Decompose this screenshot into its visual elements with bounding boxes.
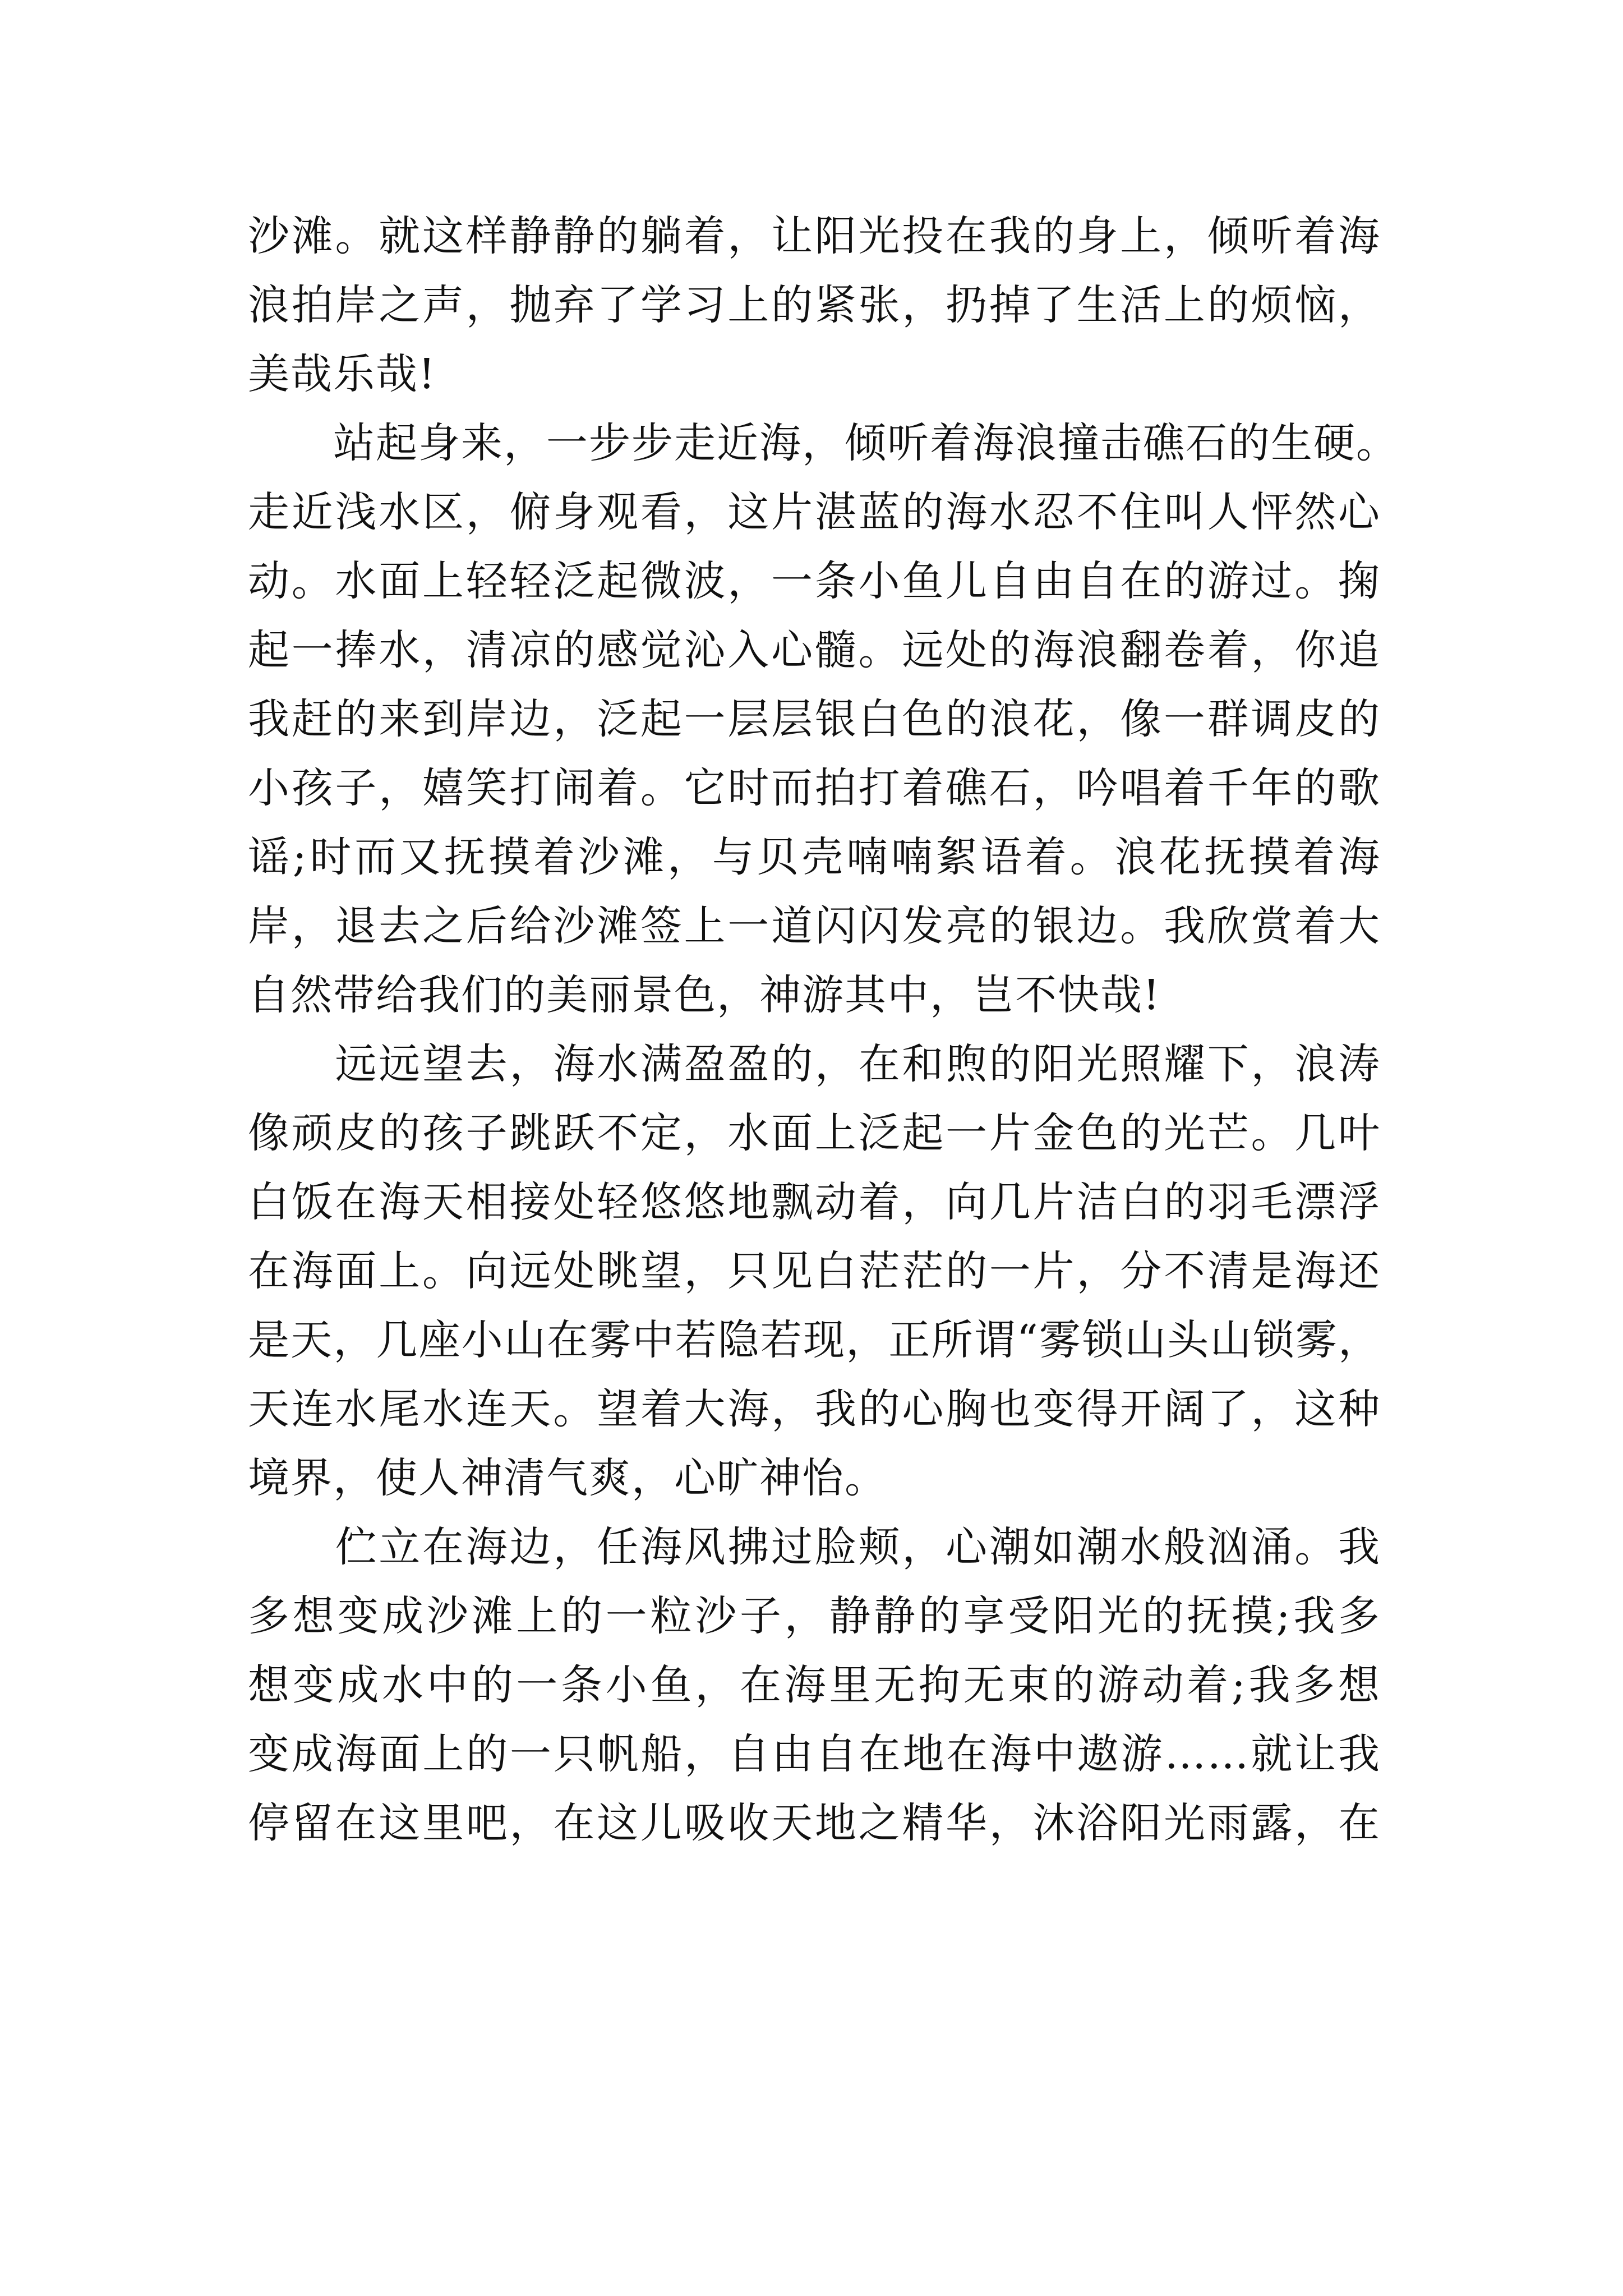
paragraph-4 [248, 1513, 1381, 1858]
text-line: 浪拍岸之声，抛弃了学习上的紧张，扔掉了生活上的烦恼， [248, 281, 1381, 329]
text-line: 远远望去，海水满盈盈的，在和煦的阳光照耀下，浪涛 [248, 1040, 1381, 1088]
text-line: 小孩子，嬉笑打闹着。它时而拍打着礁石，吟唱着千年的歌 [248, 764, 1381, 812]
text-line: 伫立在海边，任海风拂过脸颊，心潮如潮水般汹涌。我 [248, 1523, 1381, 1571]
text-line: 沙滩。就这样静静的躺着，让阳光投在我的身上，倾听着海 [248, 212, 1381, 260]
text-line: 美哉乐哉! [248, 350, 436, 398]
text-line: 天连水尾水连天。望着大海，我的心胸也变得开阔了，这种 [248, 1385, 1381, 1433]
text-line: 走近浅水区，俯身观看，这片湛蓝的海水忍不住叫人怦然心 [248, 488, 1381, 536]
text-line: 变成海面上的一只帆船，自由自在地在海中遨游……就让我 [248, 1730, 1381, 1778]
paragraph-3 [248, 1030, 1381, 1513]
paragraph-2 [248, 409, 1399, 1030]
text-line: 想变成水中的一条小鱼，在海里无拘无束的游动着;我多想 [248, 1661, 1381, 1709]
text-line: 在海面上。向远处眺望，只见白茫茫的一片，分不清是海还 [248, 1247, 1381, 1295]
paragraph-1 [248, 202, 1381, 409]
text-line: 自然带给我们的美丽景色，神游其中，岂不快哉! [248, 971, 1161, 1019]
essay-body [248, 202, 1399, 1858]
text-line: 岸，退去之后给沙滩签上一道闪闪发亮的银边。我欣赏着大 [248, 902, 1381, 950]
text-line: 像顽皮的孩子跳跃不定，水面上泛起一片金色的光芒。几叶 [248, 1109, 1381, 1157]
text-line: 境界，使人神清气爽，心旷神怡。 [248, 1454, 887, 1502]
text-line: 白饭在海天相接处轻悠悠地飘动着，向几片洁白的羽毛漂浮 [248, 1178, 1381, 1226]
text-line: 谣;时而又抚摸着沙滩，与贝壳喃喃絮语着。浪花抚摸着海 [248, 833, 1381, 881]
text-line: 站起身来，一步步走近海，倾听着海浪撞击礁石的生硬。 [248, 419, 1399, 467]
text-line: 起一捧水，清凉的感觉沁入心髓。远处的海浪翻卷着，你追 [248, 626, 1381, 674]
text-line: 多想变成沙滩上的一粒沙子，静静的享受阳光的抚摸;我多 [248, 1592, 1381, 1640]
text-line: 我赶的来到岸边，泛起一层层银白色的浪花，像一群调皮的 [248, 695, 1381, 743]
text-line: 是天，几座小山在雾中若隐若现，正所谓“雾锁山头山锁雾， [248, 1316, 1381, 1364]
text-line: 停留在这里吧，在这儿吸收天地之精华，沐浴阳光雨露，在 [248, 1799, 1381, 1847]
text-line: 动。水面上轻轻泛起微波，一条小鱼儿自由自在的游过。掬 [248, 557, 1381, 605]
